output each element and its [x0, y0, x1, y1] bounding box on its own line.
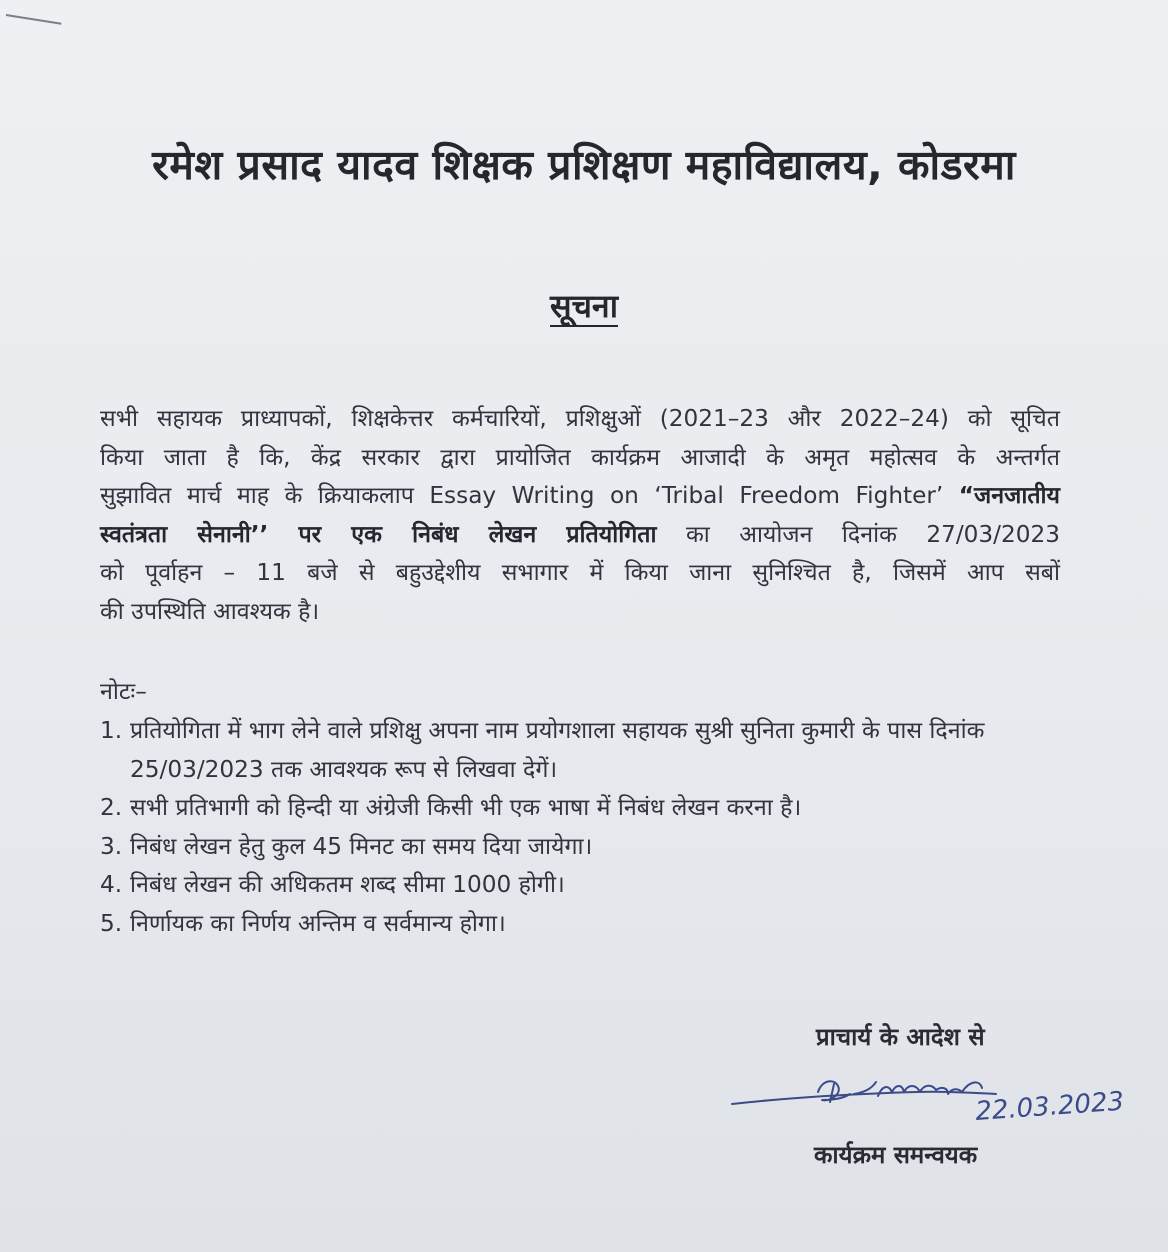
body-line-3-text: सुझावित मार्च माह के क्रियाकलाप Essay Writing on ‘Tribal Freedom Fighter’ — [100, 482, 959, 509]
note-number: 5. — [100, 909, 123, 937]
note-text: प्रतियोगिता में भाग लेने वाले प्रशिक्षु अपना नाम प्रयोगशाला सहायक सुश्री सुनिता कुमारी के पास दिनांक 25/03/2023 तक आवश्यक रूप से लिखवा देगें। — [130, 717, 985, 783]
notice-heading — [0, 284, 1168, 327]
note-number: 2. — [100, 794, 123, 821]
note-item — [100, 866, 1060, 905]
college-name: रमेश प्रसाद यादव शिक्षक प्रशिक्षण महाविद्यालय, कोडरमा — [152, 141, 1016, 189]
note-text: निबंध लेखन हेतु कुल 45 मिनट का समय दिया जायेगा। — [130, 832, 593, 860]
note-number: 4. — [100, 871, 123, 898]
body-line-5: को पूर्वाहन – 11 बजे से बहुउद्देशीय सभागार में किया जाना सुनिश्चित है, जिसमें आप सबों — [100, 559, 1060, 586]
note-item — [100, 828, 1060, 867]
note-list — [100, 712, 1060, 943]
body-line-3 — [100, 477, 1060, 516]
note-item — [100, 789, 1060, 828]
signature-date: 22.03.2023 — [974, 1086, 1126, 1127]
body-line-2: किया जाता है कि, केंद्र सरकार द्वारा प्रायोजित कार्यक्रम आजादी के अमृत महोत्सव के अन्तर्गत — [100, 443, 1060, 471]
program-coordinator-title: कार्यक्रम समन्वयक — [814, 1141, 978, 1169]
pen-mark — [6, 14, 62, 25]
handwritten-signature — [726, 1072, 1146, 1132]
note-text: निर्णायक का निर्णय अन्तिम व सर्वमान्य होगा। — [130, 909, 506, 937]
principal-order-line: प्राचार्य के आदेश से — [816, 1023, 985, 1051]
note-number: 3. — [100, 832, 123, 860]
body-line-6: की उपस्थिति आवश्यक है। — [100, 597, 320, 625]
notice-heading-text: सूचना — [549, 287, 618, 325]
body-line-4-bold: स्वतंत्रता सेनानी’’ पर एक निबंध लेखन प्रतियोगिता — [100, 520, 657, 548]
note-item — [100, 905, 1060, 944]
notice-body — [100, 400, 1060, 631]
body-line-4 — [100, 516, 1060, 555]
note-item — [100, 712, 1060, 789]
body-line-4-text: का आयोजन दिनांक 27/03/2023 — [656, 520, 1060, 548]
note-text: सभी प्रतिभागी को हिन्दी या अंग्रेजी किसी भी एक भाषा में निबंध लेखन करना है। — [130, 794, 802, 821]
note-text: निबंध लेखन की अधिकतम शब्द सीमा 1000 होगी। — [130, 871, 565, 898]
body-line-3-bold: “जनजातीय — [958, 482, 1060, 509]
body-line-1: सभी सहायक प्राध्यापकों, शिक्षकेत्तर कर्मचारियों, प्रशिक्षुओं (2021–23 और 2022–24) को सूचित — [100, 405, 1060, 432]
note-number: 1. — [100, 717, 123, 744]
note-label: नोटः– — [100, 678, 147, 705]
